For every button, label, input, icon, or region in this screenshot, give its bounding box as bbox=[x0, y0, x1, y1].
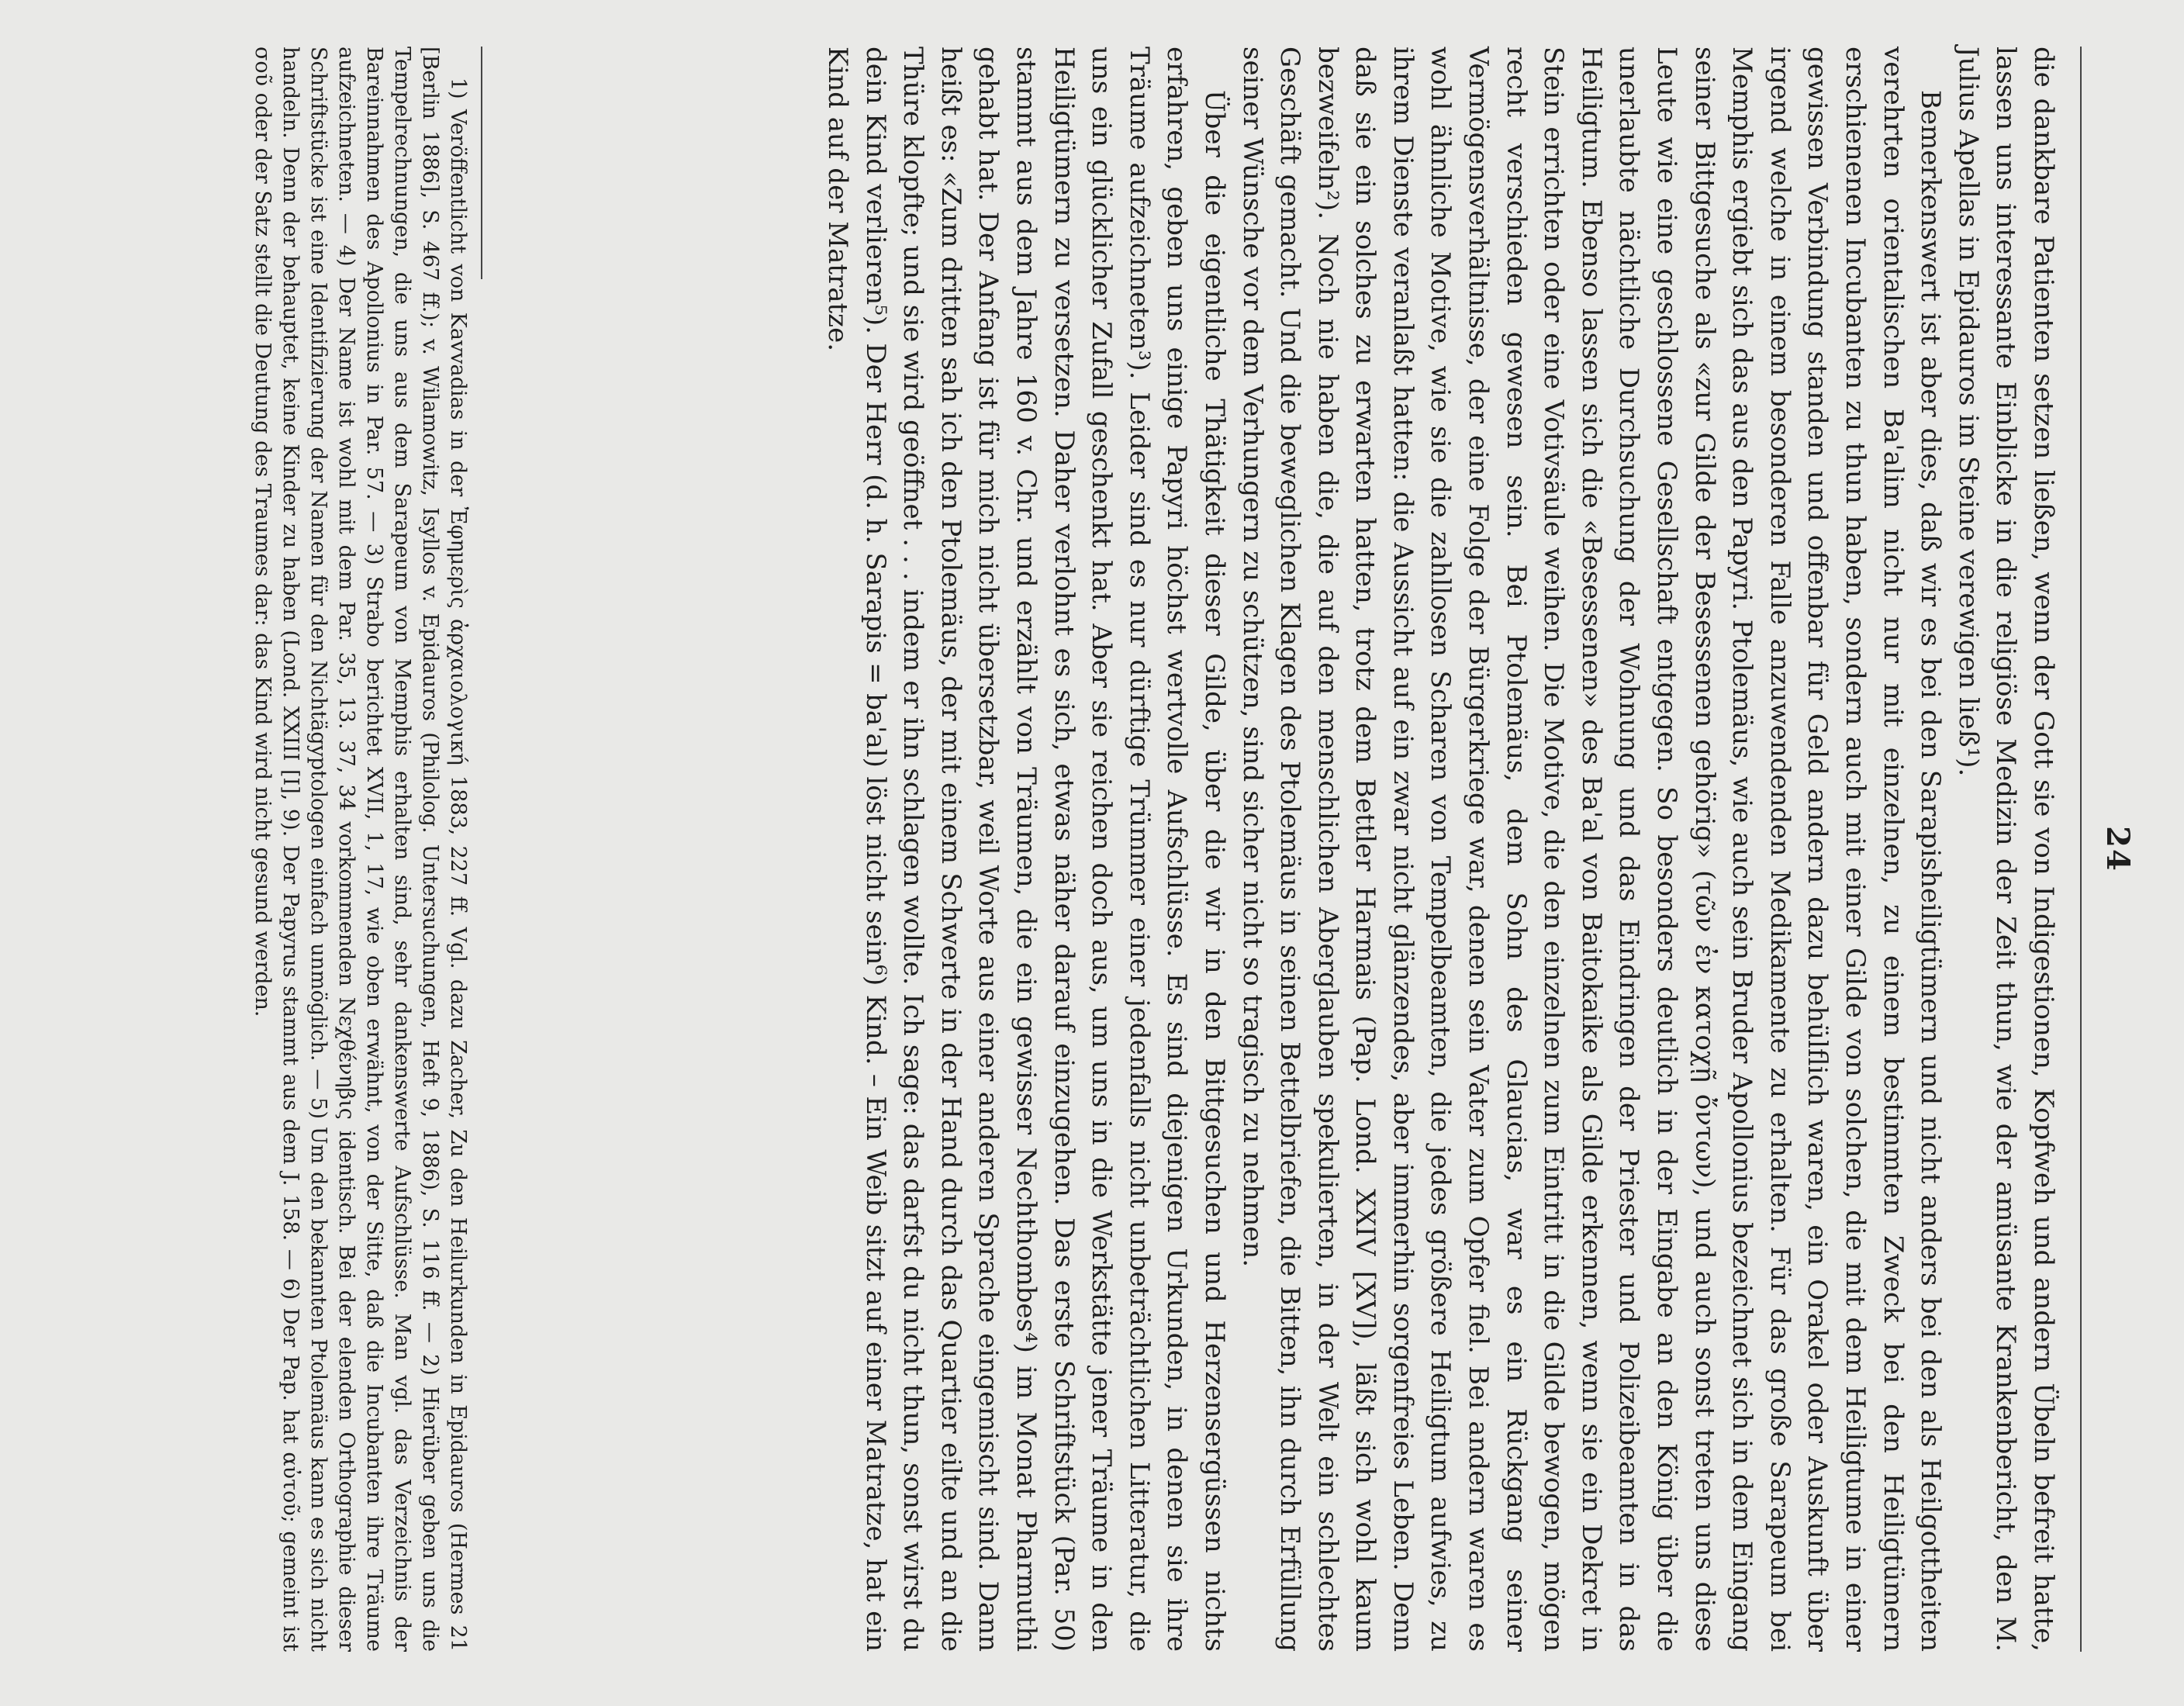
body-text bbox=[818, 47, 2062, 1652]
footnote-text: 1) Veröffentlicht von Kavvadias in der Ἐφημερὶς ἀρχαιολογική 1883, 227 ff. Vgl. dazu Zacher, Zu den Heilurkunden in Epidauros (Hermes 21 [Berlin 1886], S. 467 ff.); v. Wilamowitz, Isyllos v. Epidauros (Philolog. Untersuchungen, Heft 9, 1886), S. 116 ff. — 2) Hierüber geben uns die Tempelrechnungen, die uns aus dem Sarapeum von Memphis erhalten sind, sehr dankenswerte Aufschlüsse. Man vgl. das Verzeichnis der Bareinnahmen des Apollonius in Par. 57. — 3) Strabo berichtet XVII, 1, 17, wie oben erwähnt, von der Sitte, daß die Incubanten ihre Träume aufzeichneten. — 4) Der Name ist wohl mit dem Par. 35, 13. 37, 34 vorkommenden Νεχθένηβις identisch. Bei der elenden Orthographie dieser Schriftstücke ist eine Identifizierung der Namen für den Nichtägyptologen einfach unmöglich. — 5) Um den bekannten Ptolemäus kann es sich nicht handeln. Denn der behauptet, keine Kinder zu haben (Lond. XXIII [I], 9). Der Papyrus stammt aus dem J. 158. — 6) Der Pap. hat αὐτοῦ; gemeint ist σοῦ oder der Satz stellt die Deutung des Traumes dar: das Kind wird nicht gesund werden. bbox=[251, 47, 470, 1652]
footnote-rule bbox=[481, 47, 482, 279]
page-number: 24 bbox=[2099, 826, 2136, 872]
rotated-page bbox=[81, 47, 2159, 1652]
paragraph-2: Bemerkenswert ist aber dies, daß wir es bei den Sarapisheiligtümern und nicht anders bei den als Heilgottheiten verehrten orientalischen Ba'alim nicht nur mit einzelnen, zu einem bestimmten Zweck bei den Heiligtümern erschienenen Incubanten zu thun haben, sondern auch mit einer Gilde von solchen, die mit dem Heiligtume in einer gewissen Verbindung standen und offenbar für Geld andern dazu behülflich waren, ein Orakel oder Auskunft über irgend welche in einem besonderen Falle anzuwendenden Medikamente zu erhalten. Für das große Sarapeum bei Memphis ergiebt sich das aus den Papyri. Ptolemäus, wie auch sein Bruder Apollonius bezeichnet sich in dem Eingang seiner Bittgesuche als «zur Gilde der Besessenen gehörig» (τῶν ἐν κατοχῇ ὄντων), und auch sonst treten uns diese Leute wie eine geschlossene Gesellschaft entgegen. So besonders deutlich in der Eingabe an den König über die unerlaubte nächtliche Durchsuchung der Wohnung und das Eindringen der Priester und Polizeibeamten in das Heiligtum. Ebenso lassen sich die «Besessenen» des Ba'al von Baitokaike als Gilde erkennen, wenn sie ein Dekret in Stein errichten oder eine Votivsäule weihen. Die Motive, die den einzelnen zum Eintritt in die Gilde bewogen, mögen recht verschieden gewesen sein. Bei Ptolemäus, dem Sohn des Glaucias, war es ein Rückgang seiner Vermögensverhältnisse, der eine Folge der Bürgerkriege war, denen sein Vater zum Opfer fiel. Bei andern waren es wohl ähnliche Motive, wie sie die zahllosen Scharen von Tempelbeamten, die jedes größere Heiligtum aufwies, zu ihrem Dienste veranlaßt hatten: die Aussicht auf ein zwar nicht glänzendes, aber immerhin sorgenfreies Leben. Denn daß sie ein solches zu erwarten hatten, trotz dem Bettler Harmais (Pap. Lond. XXIV [XV]), läßt sich wohl kaum bezweifeln²). Noch nie haben die, die auf den menschlichen Aberglauben spekulierten, in der Welt ein schlechtes Geschäft gemacht. Und die beweglichen Klagen des Ptolemäus in seinen Bettelbriefen, die Bitten, ihn durch Erfüllung seiner Wünsche vor dem Verhungern zu schützen, sind sicher nicht so tragisch zu nehmen. bbox=[1236, 47, 1947, 1652]
paragraph-1: die dankbare Patienten setzen ließen, wenn der Gott sie von Indigestionen, Kopfweh und andern Übeln befreit hatte, lassen uns interessante Einblicke in die religiöse Medizin der Zeit thun, wie der amüsante Krankenbericht, den M. Julius Apellas in Epidauros im Steine verewigen ließ¹). bbox=[1952, 47, 2059, 1652]
footnotes bbox=[248, 47, 472, 1652]
header-rule bbox=[2080, 47, 2082, 1652]
paragraph-3: Über die eigentliche Thätigkeit dieser Gilde, über die wir in den Bittgesuchen und Herzensergüssen nichts erfahren, geben uns einige Papyri höchst wertvolle Aufschlüsse. Es sind diejenigen Urkunden, in denen sie ihre Träume aufzeichneten³). Leider sind es nur dürftige Trümmer einer jedenfalls nicht unbeträchtlichen Litteratur, die uns ein glücklicher Zufall geschenkt hat. Aber sie reichen doch aus, um uns in die Werkstätte jener Träume in den Heiligtümern zu versetzen. Daher verlohnt es sich, etwas näher darauf einzugehen. Das erste Schriftstück (Par. 50) stammt aus dem Jahre 160 v. Chr. und erzählt von Träumen, die ein gewisser Nechthombes⁴) im Monat Pharmuthi gehabt hat. Der Anfang ist für mich nicht übersetzbar, weil Worte aus einer anderen Sprache eingemischt sind. Dann heißt es: «Zum dritten sah ich den Ptolemäus, der mit einem Schwerte in der Hand durch das Quartier eilte und an die Thüre klopfte; und sie wird geöffnet . . . indem er ihn schlagen wollte. Ich sage: das darfst du nicht thun, sonst wirst du dein Kind verlieren⁵). Der Herr (d. h. Sarapis = ba'al) löst nicht sein⁶) Kind. – Ein Weib sitzt auf einer Matratze, hat ein Kind auf der Matratze. bbox=[822, 47, 1230, 1652]
